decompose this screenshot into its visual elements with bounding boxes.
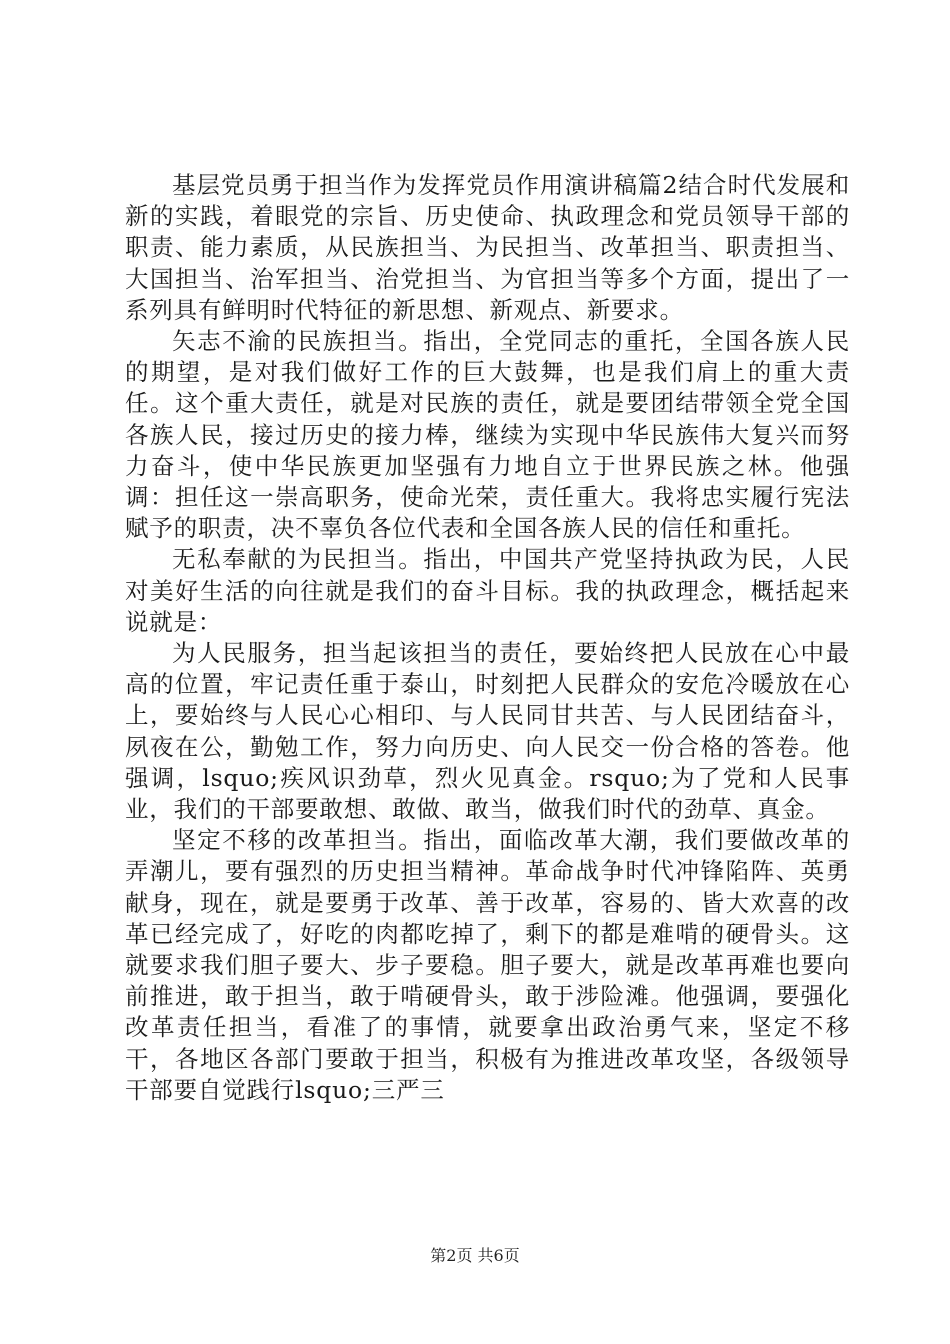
paragraph-people-responsibility: 无私奉献的为民担当。指出，中国共产党坚持执政为民，人民对美好生活的向往就是我们的奋斗目标。我的执政理念，概括起来说就是： [125, 545, 850, 636]
paragraph-reform-responsibility: 坚定不移的改革担当。指出，面临改革大潮，我们要做改革的弄潮儿，要有强烈的历史担当精神。革命战争时代冲锋陷阵、英勇献身，现在，就是要勇于改革、善于改革，容易的、皆大欢喜的改革已经完成了，好吃的肉都吃掉了，剩下的都是难啃的硬骨头。这就要求我们胆子要大、步子要稳。胆子要大，就是改革再难也要向前推进，敢于担当，敢于啃硬骨头，敢于涉险滩。他强调，要强化改革责任担当，看准了的事情，就要拿出政治勇气来，坚定不移干，各地区各部门要敢于担当，积极有为推进改革攻坚，各级领导干部要自觉践行lsquo;三严三 [125, 826, 850, 1104]
paragraph-intro: 基层党员勇于担当作为发挥党员作用演讲稿篇2结合时代发展和新的实践，着眼党的宗旨、历史使命、执政理念和党员领导干部的职责、能力素质，从民族担当、为民担当、改革担当、职责担当、大国担当、治军担当、治党担当、为官担当等多个方面，提出了一系列具有鲜明时代特征的新思想、新观点、新要求。 [125, 171, 850, 324]
page-number-footer: 第2页 共6页 [430, 1246, 520, 1265]
paragraph-serve-people: 为人民服务，担当起该担当的责任，要始终把人民放在心中最高的位置，牢记责任重于泰山，时刻把人民群众的安危冷暖放在心上，要始终与人民心心相印、与人民同甘共苦、与人民团结奋斗，夙夜在公，勤勉工作，努力向历史、向人民交一份合格的答卷。他强调，lsquo;疾风识劲草，烈火见真金。rsquo;为了党和人民事业，我们的干部要敢想、敢做、敢当，做我们时代的劲草、真金。 [125, 639, 850, 824]
paragraph-national-responsibility: 矢志不渝的民族担当。指出，全党同志的重托，全国各族人民的期望，是对我们做好工作的巨大鼓舞，也是我们肩上的重大责任。这个重大责任，就是对民族的责任，就是要团结带领全党全国各族人民，接过历史的接力棒，继续为实现中华民族伟大复兴而努力奋斗，使中华民族更加坚强有力地自立于世界民族之林。他强调：担任这一崇高职务，使命光荣，责任重大。我将忠实履行宪法赋予的职责，决不辜负各位代表和全国各族人民的信任和重托。 [125, 327, 850, 543]
document-body [125, 170, 850, 1106]
